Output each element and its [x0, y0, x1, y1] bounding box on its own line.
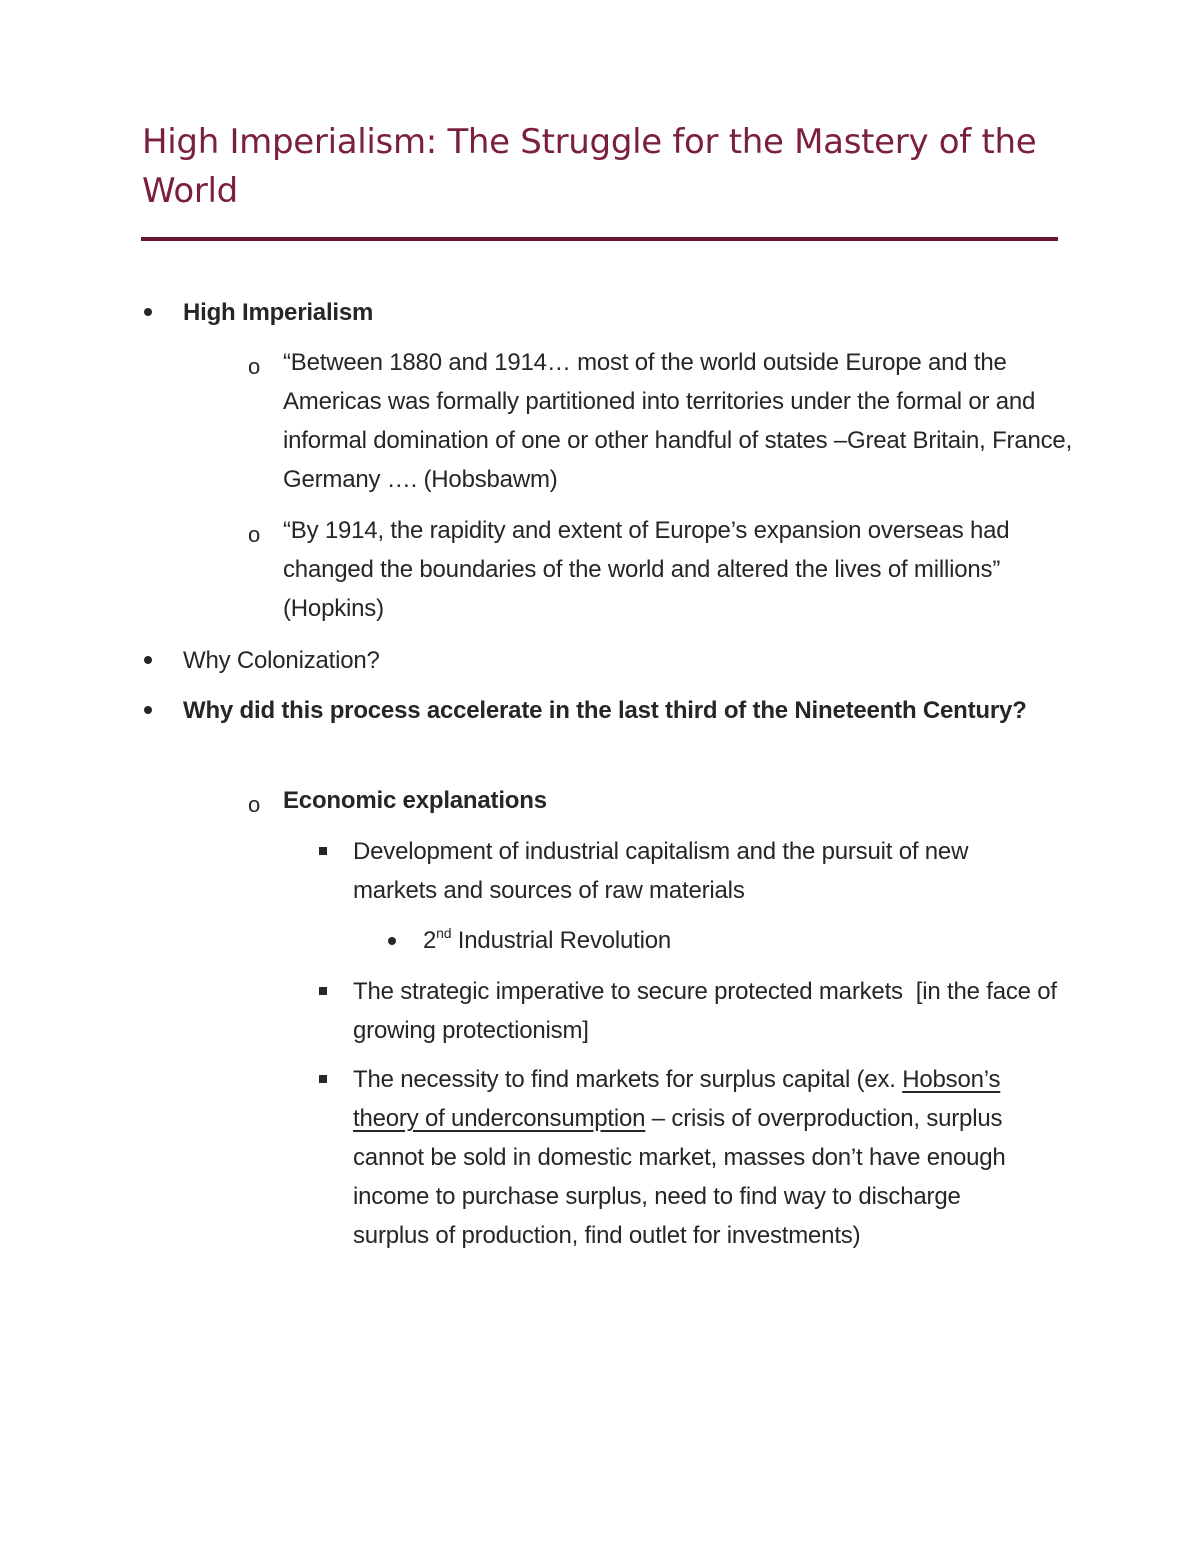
square-bullet-icon: [319, 847, 327, 855]
title-divider: [141, 237, 1058, 241]
bullet-dot-icon: [144, 656, 152, 664]
ordinal-suffix: nd: [436, 925, 452, 941]
list-item-economic-explanations: Economic explanations: [283, 787, 547, 814]
bullet-dot-icon: [144, 308, 152, 316]
circle-bullet-icon: o: [248, 792, 261, 817]
bullet-dot-icon: [388, 937, 396, 945]
list-item-protected-markets: The strategic imperative to secure protected markets [in the face of growing protectionism]: [353, 978, 1064, 1044]
ordinal-rest: Industrial Revolution: [451, 927, 672, 954]
list-item-industrial-capitalism: Development of industrial capitalism and the pursuit of new markets and sources of raw materials: [353, 838, 969, 904]
quote-hopkins: “By 1914, the rapidity and extent of Europe’s expansion overseas had changed the boundaries of the world and altered the lives of millions” (Hopkins): [283, 517, 1010, 622]
quote-hobsbawm: “Between 1880 and 1914… most of the world outside Europe and the Americas was formally partitioned into territories under the formal or and informal domination of one or other handful of states –Great Britain, France, Germany …. (Hobsbawm): [283, 349, 1073, 493]
circle-bullet-icon: o: [248, 522, 261, 547]
hobson-theory-underlined: Hobson’s theory of underconsumption: [353, 1066, 1001, 1132]
document-title: High Imperialism: The Struggle for the Mastery of the World: [142, 122, 1037, 211]
list-item-acceleration-question: Why did this process accelerate in the last third of the Nineteenth Century?: [183, 697, 1027, 724]
surplus-text-end: – crisis of overproduction, surplus cannot be sold in domestic market, masses don’t have enough income to purchase surplus, need to find way to discharge surplus of production, find outlet for investments): [353, 1105, 1006, 1249]
square-bullet-icon: [319, 1075, 327, 1083]
list-item-why-colonization: Why Colonization?: [183, 647, 380, 674]
surplus-text-start: The necessity to find markets for surplus capital (ex.: [353, 1066, 903, 1093]
list-item-high-imperialism: High Imperialism: [183, 299, 374, 326]
square-bullet-icon: [319, 987, 327, 995]
list-item-second-industrial-revolution: [423, 921, 1023, 960]
ordinal-number: 2: [423, 927, 437, 954]
list-item-surplus-capital: [353, 1060, 1043, 1255]
circle-bullet-icon: o: [248, 354, 261, 379]
bullet-dot-icon: [144, 706, 152, 714]
